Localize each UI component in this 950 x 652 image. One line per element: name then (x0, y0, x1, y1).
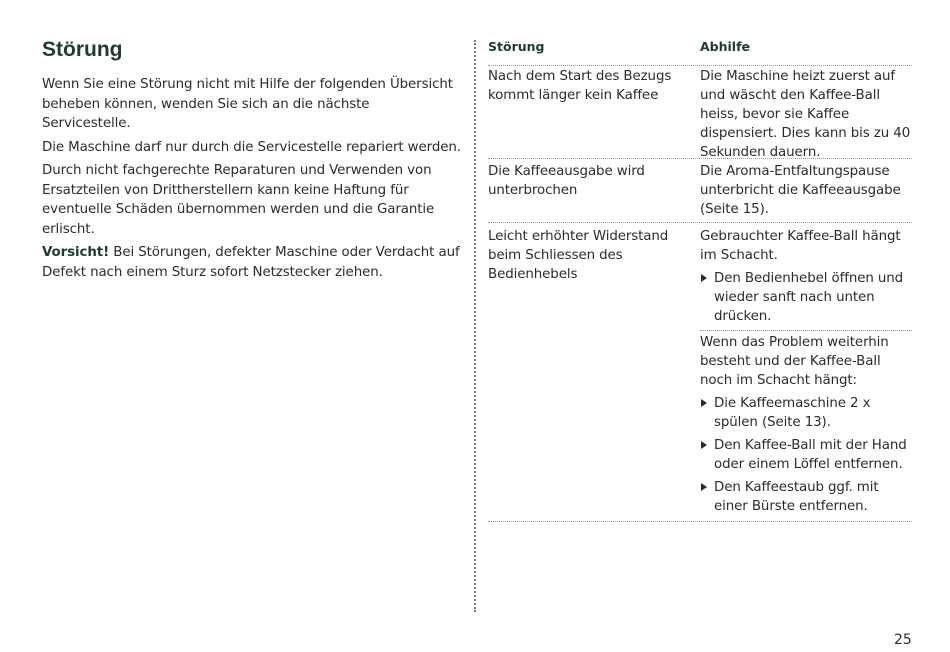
intro-section (42, 37, 462, 286)
list-item: Den Kaffee-Ball mit der Hand oder einem Löffel entfernen. (700, 436, 912, 474)
header-remedy: Abhilfe (700, 39, 751, 54)
table-row (488, 223, 912, 522)
list-item: Den Kaffeestaub ggf. mit einer Bürste entfernen. (700, 478, 912, 516)
page-number: 25 (894, 632, 912, 648)
column-divider (474, 40, 476, 612)
arrow-bullet-icon (701, 483, 707, 491)
warning-paragraph (42, 243, 462, 282)
troubleshooting-table (488, 38, 912, 522)
liability-paragraph: Durch nicht fachgerechte Reparaturen und Verwenden von Ersatzteilen von Drittherstellern kann keine Haftung für eventuelle Schäden übernommen werden und die Garantie erlischt. (42, 163, 435, 237)
problem-cell: Die Kaffeeausgabe wird unterbrochen (488, 164, 645, 198)
remedy-cell (700, 226, 912, 520)
table-row (488, 159, 912, 223)
problem-cell: Nach dem Start des Bezugs kommt länger kein Kaffee (488, 69, 672, 103)
arrow-bullet-icon (701, 274, 707, 282)
remedy-steps (700, 269, 912, 326)
remedy-intro: Gebrauchter Kaffee-Ball hängt im Schacht. (700, 229, 901, 263)
warning-label: Vorsicht! (42, 245, 110, 260)
arrow-bullet-icon (701, 399, 707, 407)
page-title: Störung (42, 38, 123, 61)
arrow-bullet-icon (701, 441, 707, 449)
table-row (488, 66, 912, 159)
list-item: Die Kaffeemaschine 2 x spülen (Seite 13). (700, 394, 912, 432)
header-problem: Störung (488, 39, 545, 54)
table-header (488, 38, 912, 66)
remedy-cell: Die Aroma-Entfaltungspause unterbricht die Kaffeeausgabe (Seite 15). (700, 164, 901, 217)
followup-steps (700, 394, 912, 516)
list-item: Den Bedienhebel öffnen und wieder sanft nach unten drücken. (700, 269, 912, 326)
problem-cell: Leicht erhöhter Widerstand beim Schliessen des Bedienhebels (488, 229, 669, 282)
repair-paragraph: Die Maschine darf nur durch die Servicestelle repariert werden. (42, 139, 461, 155)
warning-text: Bei Störungen, defekter Maschine oder Verdacht auf Defekt nach einem Sturz sofort Netzstecker ziehen. (42, 245, 460, 280)
intro-paragraph: Wenn Sie eine Störung nicht mit Hilfe der folgenden Übersicht beheben können, wenden Sie sich an die nächste Servicestelle. (42, 77, 453, 131)
remedy-followup: Wenn das Problem weiterhin besteht und der Kaffee-Ball noch im Schacht hängt: (700, 330, 912, 390)
remedy-cell: Die Maschine heizt zuerst auf und wäscht den Kaffee-Ball heiss, bevor sie Kaffee dispensiert. Dies kann bis zu 40 Sekunden dauern. (700, 69, 911, 160)
